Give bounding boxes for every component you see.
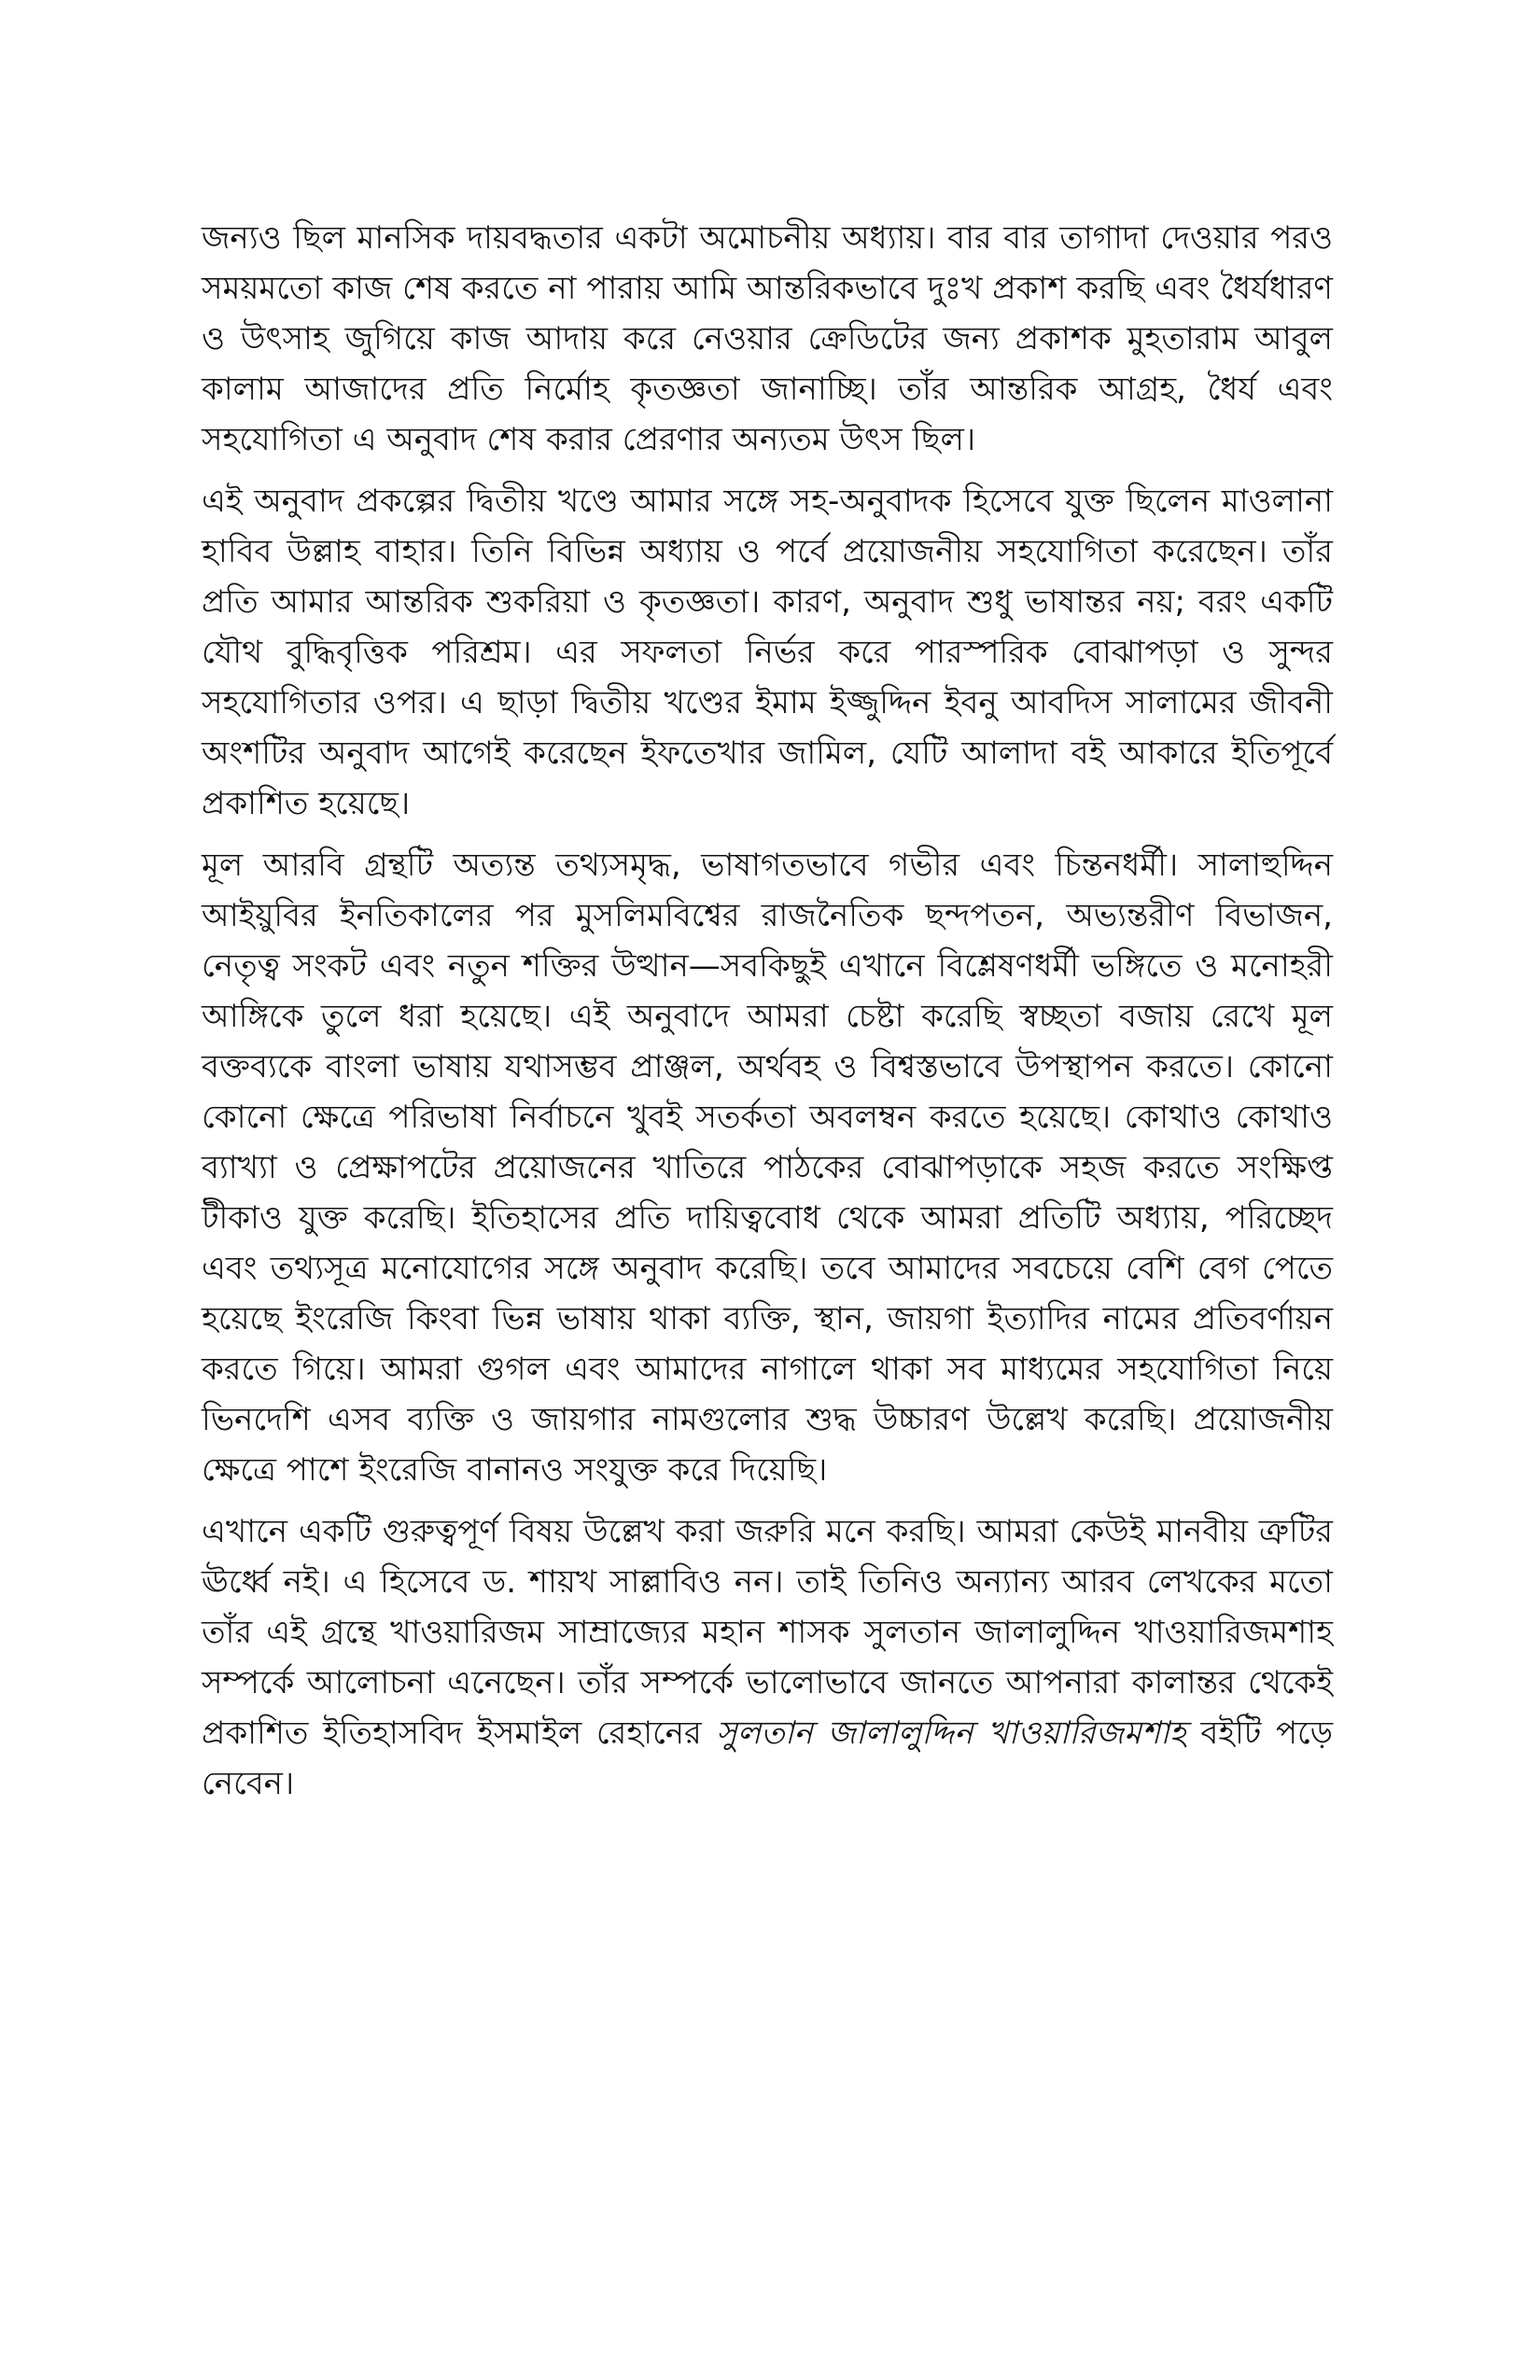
paragraph-publisher-thanks: জন্যও ছিল মানসিক দায়বদ্ধতার একটা অমোচনীয় অধ্যায়। বার বার তাগাদা দেওয়ার পরও সময়মতো কাজ শেষ করতে না পারায় আমি আন্তরিকভাবে দুঃখ প্রকাশ করছি এবং ধৈর্যধারণ ও উৎসাহ জুগিয়ে কাজ আদায় করে নেওয়ার ক্রেডিটের জন্য প্রকাশক মুহতারাম আবুল কালাম আজাদের প্রতি নির্মোহ কৃতজ্ঞতা জানাচ্ছি। তাঁর আন্তরিক আগ্রহ, ধৈর্য এবং সহযোগিতা এ অনুবাদ শেষ করার প্রেরণার অন্যতম উৎস ছিল। — [202, 219, 1333, 458]
paragraph-translation-method: মূল আরবি গ্রন্থটি অত্যন্ত তথ্যসমৃদ্ধ, ভাষাগতভাবে গভীর এবং চিন্তনধর্মী। সালাহুদ্দিন আইয়ুবির ইনতিকালের পর মুসলিমবিশ্বের রাজনৈতিক ছন্দপতন, অভ্যন্তরীণ বিভাজন, নেতৃত্ব সংকট এবং নতুন শক্তির উত্থান—সবকিছুই এখানে বিশ্লেষণধর্মী ভঙ্গিতে ও মনোহরী আঙ্গিকে তুলে ধরা হয়েছে। এই অনুবাদে আমরা চেষ্টা করেছি স্বচ্ছতা বজায় রেখে মূল বক্তব্যকে বাংলা ভাষায় যথাসম্ভব প্রাঞ্জল, অর্থবহ ও বিশ্বস্তভাবে উপস্থাপন করতে। কোনো কোনো ক্ষেত্রে পরিভাষা নির্বাচনে খুবই সতর্কতা অবলম্বন করতে হয়েছে। কোথাও কোথাও ব্যাখ্যা ও প্রেক্ষাপটের প্রয়োজনের খাতিরে পাঠকের বোঝাপড়াকে সহজ করতে সংক্ষিপ্ত টীকাও যুক্ত করেছি। ইতিহাসের প্রতি দায়িত্ববোধ থেকে আমরা প্রতিটি অধ্যায়, পরিচ্ছেদ এবং তথ্যসূত্র মনোযোগের সঙ্গে অনুবাদ করেছি। তবে আমাদের সবচেয়ে বেশি বেগ পেতে হয়েছে ইংরেজি কিংবা ভিন্ন ভাষায় থাকা ব্যক্তি, স্থান, জায়গা ইত্যাদির নামের প্রতিবর্ণায়ন করতে গিয়ে। আমরা গুগল এবং আমাদের নাগালে থাকা সব মাধ্যমের সহযোগিতা নিয়ে ভিনদেশি এসব ব্যক্তি ও জায়গার নামগুলোর শুদ্ধ উচ্চারণ উল্লেখ করেছি। প্রয়োজনীয় ক্ষেত্রে পাশে ইংরেজি বানানও সংযুক্ত করে দিয়েছি। — [202, 847, 1333, 1489]
recommendation-text-before: এখানে একটি গুরুত্বপূর্ণ বিষয় উল্লেখ করা জরুরি মনে করছি। আমরা কেউই মানবীয় ত্রুটির ঊর্ধ্বে নই। এ হিসেবে ড. শায়খ সাল্লাবিও নন। তাই তিনিও অন্যান্য আরব লেখকের মতো তাঁর এই গ্রন্থে খাওয়ারিজম সাম্রাজ্যের মহান শাসক সুলতান জালালুদ্দিন খাওয়ারিজমশাহ সম্পর্কে আলোচনা এনেছেন। তাঁর সম্পর্কে ভালোভাবে জানতে আপনারা কালান্তর থেকেই প্রকাশিত ইতিহাসবিদ ইসমাইল রেহানের — [202, 1513, 1333, 1752]
body-text — [202, 213, 1333, 1809]
book-title: সুলতান জালালুদ্দিন খাওয়ারিজমশাহ — [716, 1715, 1186, 1752]
recommendation-text-after: বইটি পড়ে নেবেন। — [202, 1715, 1333, 1802]
paragraph-co-translator: এই অনুবাদ প্রকল্পের দ্বিতীয় খণ্ডে আমার সঙ্গে সহ-অনুবাদক হিসেবে যুক্ত ছিলেন মাওলানা হাবিব উল্লাহ বাহার। তিনি বিভিন্ন অধ্যায় ও পর্বে প্রয়োজনীয় সহযোগিতা করেছেন। তাঁর প্রতি আমার আন্তরিক শুকরিয়া ও কৃতজ্ঞতা। কারণ, অনুবাদ শুধু ভাষান্তর নয়; বরং একটি যৌথ বুদ্ধিবৃত্তিক পরিশ্রম। এর সফলতা নির্ভর করে পারস্পরিক বোঝাপড়া ও সুন্দর সহযোগিতার ওপর। এ ছাড়া দ্বিতীয় খণ্ডের ইমাম ইজ্জুদ্দিন ইবনু আবদিস সালামের জীবনী অংশটির অনুবাদ আগেই করেছেন ইফতেখার জামিল, যেটি আলাদা বই আকারে ইতিপূর্বে প্রকাশিত হয়েছে। — [202, 483, 1333, 822]
paragraph-recommendation — [202, 1506, 1333, 1809]
